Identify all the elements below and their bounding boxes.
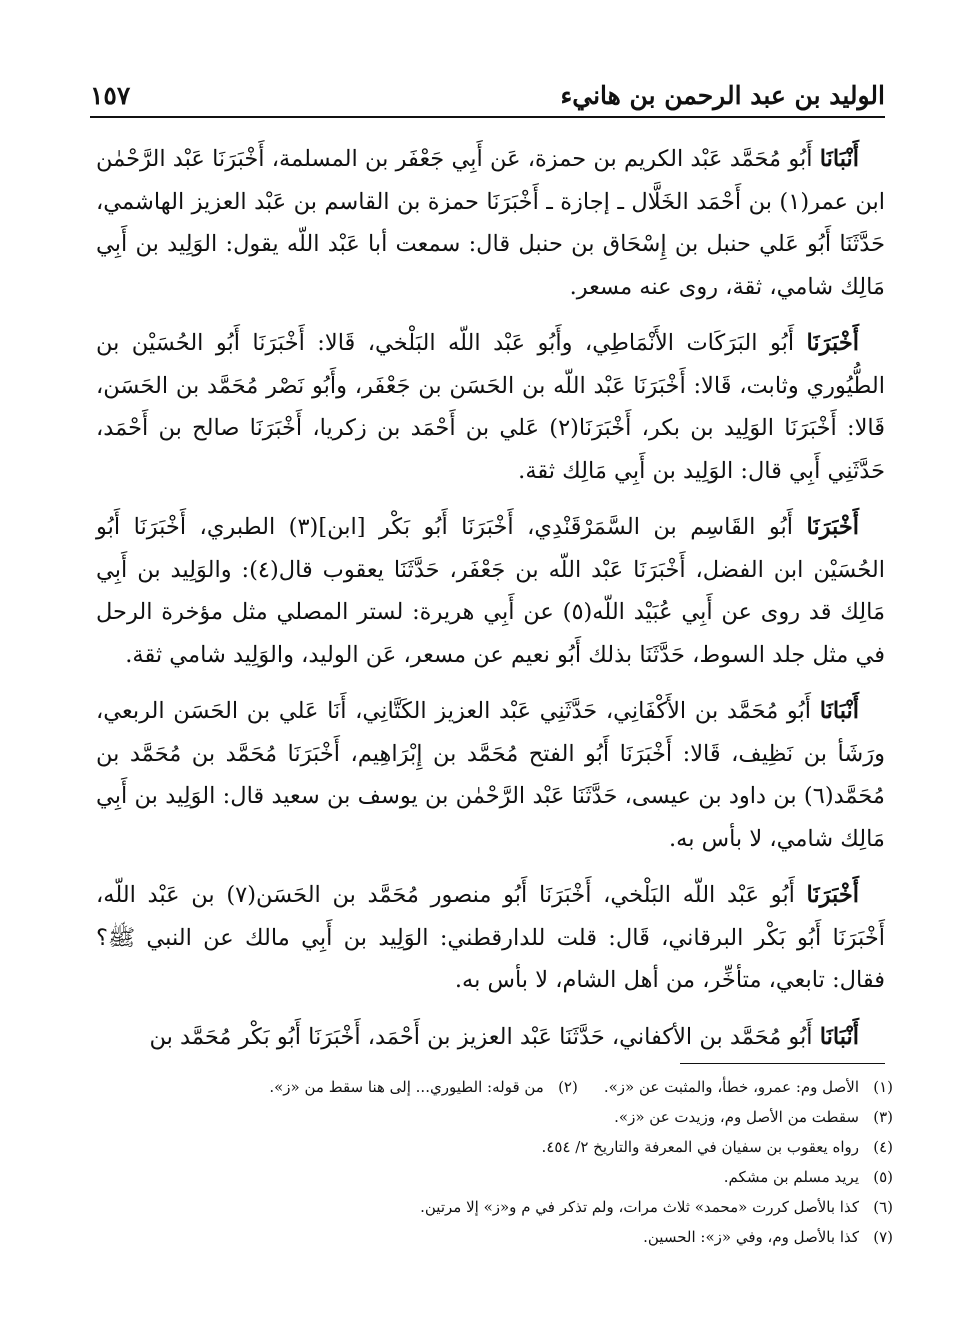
paragraph-lead-word: أَنْبَانَا (819, 698, 859, 724)
footnote (614, 1102, 893, 1132)
paragraph-lead-word: أَخْبَرَنَا (806, 882, 859, 908)
paragraph-lead-word: أَخْبَرَنَا (806, 330, 859, 356)
footnote-number: (٥) (873, 1168, 893, 1186)
main-text (96, 138, 885, 1072)
footnote-row (110, 1132, 893, 1162)
footnote (542, 1132, 893, 1162)
footnote-row (110, 1192, 893, 1222)
paragraph-text: أَبُو مُحَمَّد بن الأَكْفَانِي، حَدَّثَنِي عَبْد العزيز الكَتَّانِي، أَنَا عَلي بن الحَسَن الربعي، ورَشَأ بن نَظِيف، قَالا: أَخْبَرَنَا أَبُو الفتح مُحَمَّد بن إِبْرَاهِيم، أَخْبَرَنَا مُحَمَّد بن مُحَمَّد بن مُحَمَّد(٦) بن داود بن عيسى، حَدَّثَنَا عَبْد الرَّحْمٰن بن يوسف بن سعيد قال: الوَلِيد بن أَبِي مَالِك شامي، لا بأس به. (96, 698, 885, 852)
paragraph-text: أَبُو البَرَكَات الأَنْمَاطِي، وأَبُو عَبْد اللّه البَلْخي، قَالا: أَخْبَرَنَا أَبُو الحُسَيْن بن الطُّيُوري وثابت، قَالا: أَخْبَرَنَا عَبْد اللّه بن الحَسَن بن جَعْفَر، وأَبُو نَصْر مُحَمَّد بن الحَسَن، قَالا: أَخْبَرَنَا الوَلِيد بن بكر، أَخْبَرَنَا(٢) عَلي بن أَحْمَد بن زكريا، أَخْبَرَنَا صالح بن أَحْمَد، حَدَّثَنِي أَبِي قال: الوَلِيد بن أَبِي مَالِك ثقة. (96, 330, 886, 484)
footnote-row (110, 1222, 893, 1252)
page-header (90, 74, 885, 118)
footnote-row (110, 1102, 893, 1132)
page-number: ١٥٧ (90, 81, 131, 110)
footnote-row (110, 1162, 893, 1192)
footnote-number: (٧) (873, 1228, 893, 1246)
footnote-text: رواه يعقوب بن سفيان في المعرفة والتاريخ ٢/ ٤٥٤. (541, 1138, 859, 1156)
footnote-number: (٤) (873, 1138, 893, 1156)
footnote (420, 1192, 893, 1222)
paragraph (96, 874, 885, 1002)
paragraph (96, 690, 885, 860)
footnote-text: سقطت من الأصل وم، وزيدت عن «ز». (614, 1108, 859, 1126)
paragraph-lead-word: أَنْبَانَا (819, 1023, 859, 1050)
running-title: الوليد بن عبد الرحمن بن هانيء (560, 81, 885, 110)
paragraph-text: أَبُو مُحَمَّد عَبْد الكريم بن حمزة، عَن أَبِي جَعْفَر بن المسلمة، أَخْبَرَنَا عَبْد الرَّحْمٰن ابن عمر(١) بن أَحْمَد الخَلَّال ـ إجازة ـ أَخْبَرَنَا حمزة بن القاسم بن عَبْد العزيز الهاشمي، حَدَّثَنَا أَبُو عَلي حنبل بن إِسْحَاق بن حنبل قال: سمعت أبا عَبْد اللّه يقول: الوَلِيد بن أَبِي مَالِك شامي، ثقة، روى عنه مسعر. (96, 146, 886, 300)
paragraph-lead-word: أَخْبَرَنَا (806, 514, 859, 540)
footnote-number: (١) (873, 1078, 893, 1096)
footnote (724, 1162, 893, 1192)
paragraph (96, 138, 885, 308)
footnote-text: يريد مسلم بن مشكم. (723, 1168, 859, 1186)
footnote (269, 1072, 577, 1102)
footnote-text: كذا بالأصل كررت «محمد» ثلاث مرات، ولم تذكر في م و«ز» إلا مرتين. (420, 1198, 859, 1216)
footnote-number: (٦) (873, 1198, 893, 1216)
paragraph-text: أَبُو القَاسِم بن السَّمَرْقَنْدِي، أَخْبَرَنَا أَبُو بَكْر [ابن](٣) الطبري، أَخْبَرَنَا أَبُو الحُسَيْن ابن الفضل، أَخْبَرَنَا عَبْد اللّه بن جَعْفَر، حَدَّثَنَا يعقوب قال(٤): والوَلِيد بن أَبِي مَالِك قد روى عن أَبِي عُبَيْد اللّه(٥) عن أَبِي هريرة: لستر المصلي مثل مؤخرة الرحل في مثل جلد السوط، حَدَّثَنَا بذلك أَبُو نعيم عن مسعر، عَن الوليد، والوَلِيد شامي ثقة. (96, 514, 885, 668)
paragraph-text: أَبُو عَبْد اللّه البَلْخي، أَخْبَرَنَا أَبُو منصور مُحَمَّد بن الحَسَن(٧) بن عَبْد اللّه، أَخْبَرَنَا أَبُو بَكْر البرقاني، قَال: قلت للدارقطني: الوَلِيد بن أَبِي مالك عن النبي ﷺ؟ فقال: تابعي، متأخِّر، من أهل الشام، لا بأس به. (96, 882, 885, 993)
footnotes (110, 1072, 893, 1252)
footnote (643, 1222, 893, 1252)
footnote-number: (٢) (558, 1078, 578, 1096)
footnote-separator (680, 1063, 885, 1064)
paragraph-lead-word: أَنْبَانَا (819, 146, 859, 172)
footnote-row (110, 1072, 893, 1102)
footnote-text: كذا بالأصل وم، وفي «ز»: الحسين. (643, 1228, 859, 1246)
paragraph (96, 322, 885, 492)
footnote-number: (٣) (873, 1108, 893, 1126)
footnote (604, 1072, 893, 1102)
paragraph (96, 1016, 885, 1059)
footnote-text: من قوله: الطيوري... إلى هنا سقط من «ز». (269, 1078, 544, 1096)
footnote-text: الأصل وم: عمرو، خطأ، والمثبت عن «ز». (603, 1078, 859, 1096)
paragraph-text: أَبُو مُحَمَّد بن الأكفاني، حَدَّثَنَا عَبْد العزيز بن أَحْمَد، أَخْبَرَنَا أَبُو بَكْر مُحَمَّد بن (149, 1023, 820, 1050)
paragraph (96, 506, 885, 676)
